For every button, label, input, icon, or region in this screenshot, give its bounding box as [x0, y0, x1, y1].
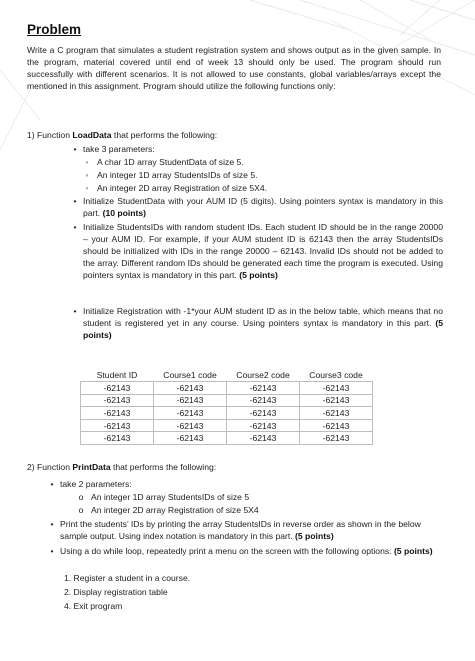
function2-param-1: o An integer 1D array StudentsIDs of size 5	[91, 492, 249, 502]
function1-param-2: ◦ An integer 1D array StudentsIDs of size 5.	[97, 170, 258, 180]
menu-option-3: 4. Exit program	[64, 601, 123, 611]
page-title: Problem	[27, 22, 82, 37]
table-header-cell: Student ID	[96, 369, 138, 380]
function2-take-params: • take 2 parameters:	[60, 479, 440, 491]
function1-param-1: ◦ A char 1D array StudentData of size 5.	[97, 157, 244, 167]
function2-param-2: o An integer 2D array Registration of size 5X4	[91, 505, 259, 515]
table-cell: -62143	[154, 432, 227, 445]
intro-paragraph: Write a C program that simulates a student registration system and shows output as in the given sample. In the program, material covered until end of week 13 should only be used. The program should run successfully with different scenarios. It is not allowed to use constants, global variables/arrays except the mentioned in this assignment. Program should utilize the following functions only:	[27, 45, 441, 92]
table-row	[81, 419, 373, 432]
table-cell: -62143	[300, 419, 373, 432]
table-header-cell: Course1 code	[163, 369, 217, 380]
table-cell: -62143	[227, 419, 300, 432]
function1-name: LoadData	[72, 130, 112, 140]
sub-bullet-icon: ◦	[85, 170, 89, 180]
function2-name: PrintData	[72, 462, 111, 472]
table-cell: -62143	[300, 382, 373, 395]
table-cell: -62143	[154, 382, 227, 395]
sub-bullet-icon: ◦	[85, 183, 89, 193]
function1-take-params: • take 3 parameters:	[83, 144, 443, 156]
bullet-icon: •	[50, 479, 54, 489]
sub-bullet-icon: o	[78, 492, 84, 502]
function1-heading: 1) Function LoadData that performs the following:	[27, 130, 218, 140]
registration-table	[80, 368, 373, 445]
bullet-icon: •	[73, 196, 77, 206]
menu-option-2: 2. Display registration table	[64, 587, 168, 597]
table-cell: -62143	[81, 432, 154, 445]
table-row	[81, 407, 373, 420]
table-header-cell: Course2 code	[236, 369, 290, 380]
table-cell: -62143	[154, 394, 227, 407]
sub-bullet-icon: o	[78, 505, 84, 515]
function1-param-3: ◦ An integer 2D array Registration of size 5X4.	[97, 183, 267, 193]
table-cell: -62143	[300, 394, 373, 407]
table-cell: -62143	[81, 394, 154, 407]
bullet-icon: •	[73, 306, 77, 316]
function2-bullet-menu: • Using a do while loop, repeatedly print a menu on the screen with the following options: (5 points)	[60, 546, 440, 558]
table-cell: -62143	[154, 419, 227, 432]
table-row	[81, 394, 373, 407]
bullet-icon: •	[73, 144, 77, 154]
table-header-cell: Course3 code	[309, 369, 363, 380]
table-cell: -62143	[227, 394, 300, 407]
table-row	[81, 432, 373, 445]
table-cell: -62143	[227, 407, 300, 420]
table-row	[81, 382, 373, 395]
function1-bullet-studentsids: • Initialize StudentsIDs with random student IDs. Each student ID should be in the range 20000 – your AUM ID. For example, if your AUM student ID is 62143 then the array StudentsIDs should be initialized with IDs in the range 20000 – 62143. Invalid IDs should not be added to the array. Different random IDs should be generated each time the program is executed. Using pointers syntax is mandatory in this part. (5 points)	[83, 222, 443, 282]
table-cell: -62143	[227, 382, 300, 395]
menu-option-1: 1. Register a student in a course.	[64, 573, 191, 583]
bullet-icon: •	[73, 222, 77, 232]
table-cell: -62143	[81, 407, 154, 420]
table-cell: -62143	[300, 407, 373, 420]
table-cell: -62143	[81, 382, 154, 395]
function1-bullet-studentdata: • Initialize StudentData with your AUM ID (5 digits). Using pointers syntax is mandatory in this part. (10 points)	[83, 196, 443, 220]
function1-bullet-registration: • Initialize Registration with -1*your AUM student ID as in the below table, which means that no student is registered yet in any course. Using pointers syntax is mandatory in this part. (5 points)	[83, 306, 443, 342]
table-cell: -62143	[81, 419, 154, 432]
bullet-icon: •	[50, 519, 54, 529]
table-cell: -62143	[154, 407, 227, 420]
bullet-icon: •	[50, 546, 54, 556]
table-header-row	[81, 368, 373, 382]
function2-bullet-print-ids: • Print the students’ IDs by printing the array StudentsIDs in reverse order as shown in the below sample output. Using index notation is mandatory in this part. (5 points)	[60, 519, 440, 543]
table-cell: -62143	[227, 432, 300, 445]
sub-bullet-icon: ◦	[85, 157, 89, 167]
function2-heading: 2) Function PrintData that performs the following:	[27, 462, 217, 472]
table-cell: -62143	[300, 432, 373, 445]
